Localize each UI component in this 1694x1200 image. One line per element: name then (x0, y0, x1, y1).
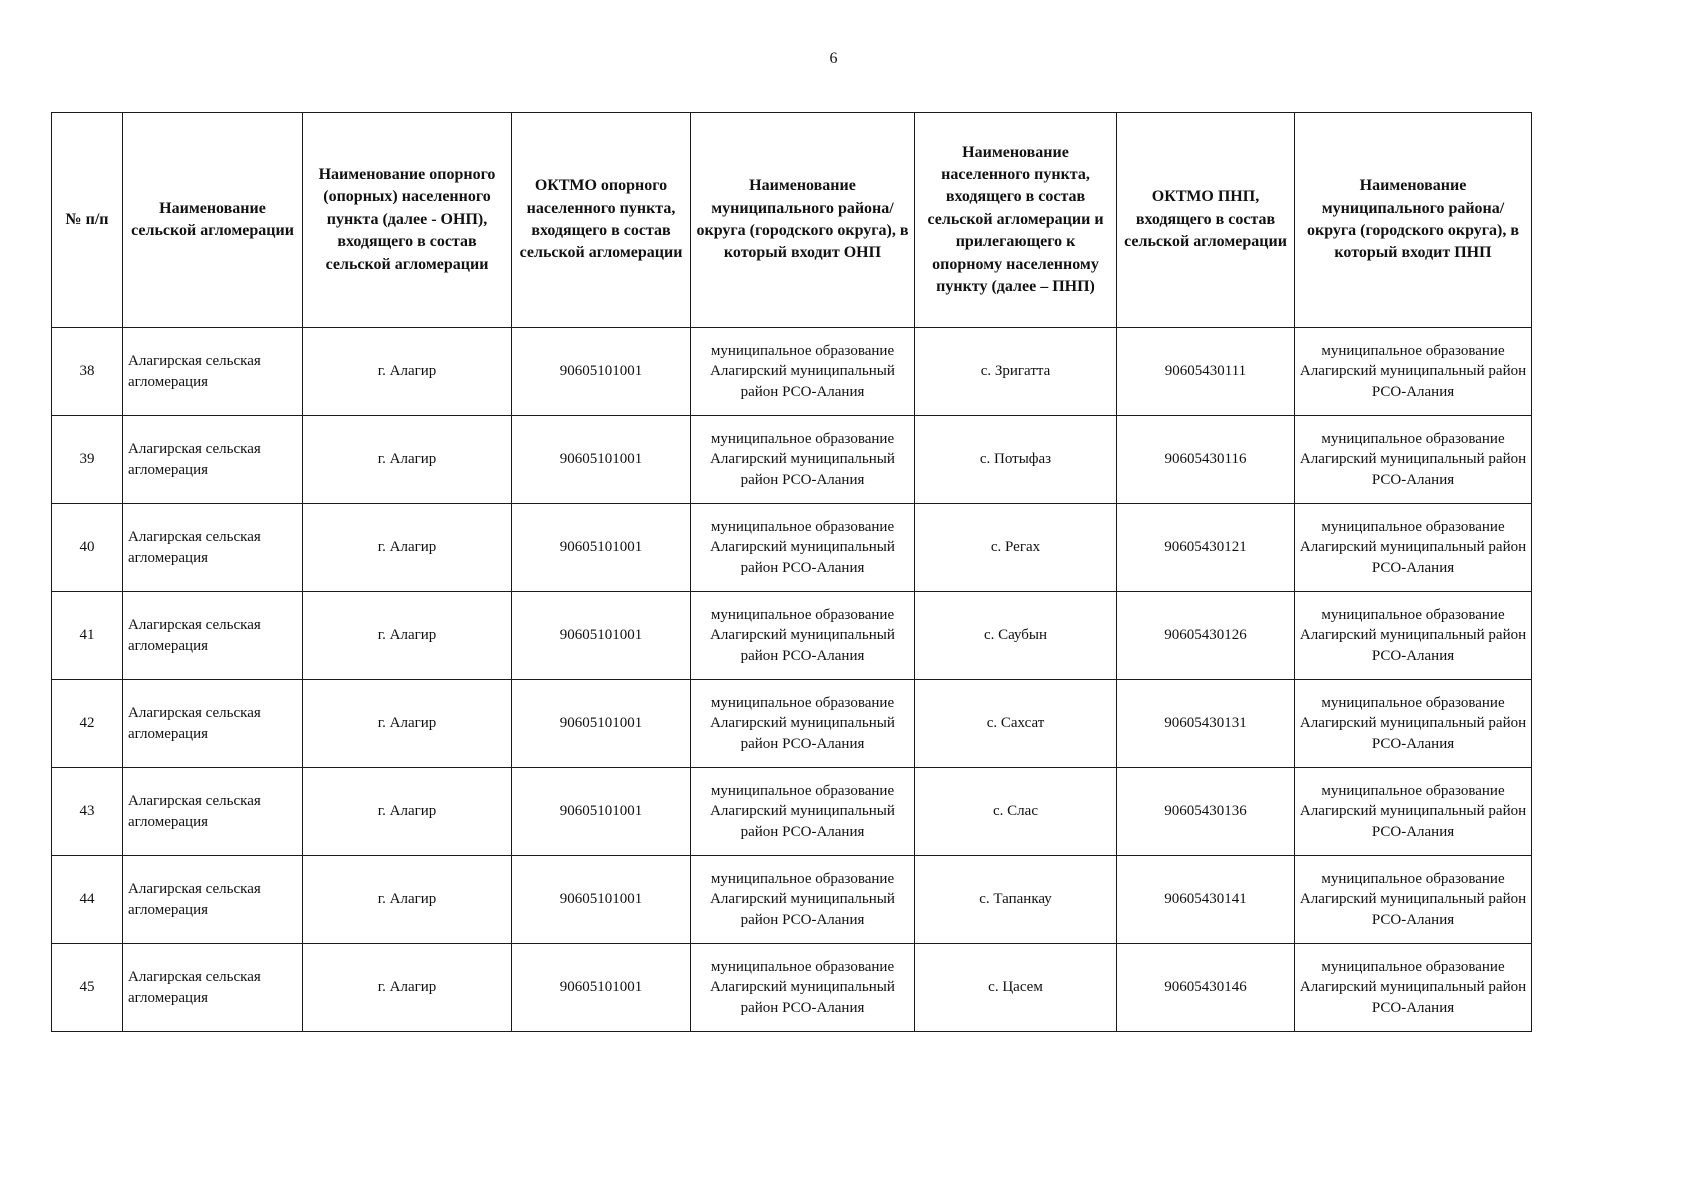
cell-onp-name: г. Алагир (303, 944, 512, 1032)
table-row (52, 944, 1532, 1032)
cell-onp-oktmo: 90605101001 (512, 504, 691, 592)
cell-onp-district: муниципальное образование Алагирский муниципальный район РСО-Алания (691, 768, 915, 856)
cell-onp-name: г. Алагир (303, 504, 512, 592)
cell-number: 41 (52, 592, 123, 680)
cell-onp-name: г. Алагир (303, 680, 512, 768)
table-row (52, 768, 1532, 856)
cell-pnp-oktmo: 90605430121 (1117, 504, 1295, 592)
header-cell-pnp-district: Наименование муниципального района/округа (городского округа), в который входит ПНП (1295, 113, 1532, 328)
header-cell-number: № п/п (52, 113, 123, 328)
cell-number: 45 (52, 944, 123, 1032)
cell-pnp-oktmo: 90605430131 (1117, 680, 1295, 768)
cell-onp-oktmo: 90605101001 (512, 768, 691, 856)
table-row (52, 328, 1532, 416)
cell-number: 38 (52, 328, 123, 416)
cell-pnp-district: муниципальное образование Алагирский муниципальный район РСО-Алания (1295, 856, 1532, 944)
cell-pnp-oktmo: 90605430141 (1117, 856, 1295, 944)
cell-number: 43 (52, 768, 123, 856)
cell-pnp-name: с. Потыфаз (915, 416, 1117, 504)
cell-number: 42 (52, 680, 123, 768)
cell-pnp-district: муниципальное образование Алагирский муниципальный район РСО-Алания (1295, 328, 1532, 416)
table-row (52, 592, 1532, 680)
cell-pnp-district: муниципальное образование Алагирский муниципальный район РСО-Алания (1295, 592, 1532, 680)
cell-pnp-oktmo: 90605430116 (1117, 416, 1295, 504)
cell-onp-district: муниципальное образование Алагирский муниципальный район РСО-Алания (691, 680, 915, 768)
cell-pnp-name: с. Саубын (915, 592, 1117, 680)
cell-onp-oktmo: 90605101001 (512, 944, 691, 1032)
cell-pnp-name: с. Сахсат (915, 680, 1117, 768)
table-row (52, 416, 1532, 504)
cell-pnp-district: муниципальное образование Алагирский муниципальный район РСО-Алания (1295, 768, 1532, 856)
cell-pnp-oktmo: 90605430126 (1117, 592, 1295, 680)
header-cell-onp-name: Наименование опорного (опорных) населенного пункта (далее - ОНП), входящего в состав сельской агломерации (303, 113, 512, 328)
cell-onp-district: муниципальное образование Алагирский муниципальный район РСО-Алания (691, 856, 915, 944)
cell-pnp-name: с. Регах (915, 504, 1117, 592)
cell-number: 44 (52, 856, 123, 944)
cell-agglomeration: Алагирская сельская агломерация (123, 592, 303, 680)
cell-agglomeration: Алагирская сельская агломерация (123, 944, 303, 1032)
cell-pnp-oktmo: 90605430136 (1117, 768, 1295, 856)
agglomeration-table (51, 112, 1532, 1032)
cell-pnp-district: муниципальное образование Алагирский муниципальный район РСО-Алания (1295, 680, 1532, 768)
table-header (52, 113, 1532, 328)
cell-pnp-district: муниципальное образование Алагирский муниципальный район РСО-Алания (1295, 944, 1532, 1032)
header-cell-agglomeration: Наименование сельской агломерации (123, 113, 303, 328)
cell-onp-name: г. Алагир (303, 856, 512, 944)
cell-agglomeration: Алагирская сельская агломерация (123, 856, 303, 944)
cell-agglomeration: Алагирская сельская агломерация (123, 504, 303, 592)
cell-onp-district: муниципальное образование Алагирский муниципальный район РСО-Алания (691, 328, 915, 416)
cell-onp-oktmo: 90605101001 (512, 328, 691, 416)
cell-number: 40 (52, 504, 123, 592)
cell-pnp-oktmo: 90605430146 (1117, 944, 1295, 1032)
cell-pnp-district: муниципальное образование Алагирский муниципальный район РСО-Алания (1295, 504, 1532, 592)
cell-number: 39 (52, 416, 123, 504)
cell-onp-district: муниципальное образование Алагирский муниципальный район РСО-Алания (691, 416, 915, 504)
cell-onp-district: муниципальное образование Алагирский муниципальный район РСО-Алания (691, 592, 915, 680)
cell-pnp-district: муниципальное образование Алагирский муниципальный район РСО-Алания (1295, 416, 1532, 504)
header-cell-onp-oktmo: ОКТМО опорного населенного пункта, входящего в состав сельской агломерации (512, 113, 691, 328)
cell-agglomeration: Алагирская сельская агломерация (123, 768, 303, 856)
table-row (52, 856, 1532, 944)
page-number: 6 (829, 50, 838, 67)
cell-onp-name: г. Алагир (303, 592, 512, 680)
header-cell-onp-district: Наименование муниципального района/округа (городского округа), в который входит ОНП (691, 113, 915, 328)
cell-onp-oktmo: 90605101001 (512, 592, 691, 680)
table-row (52, 680, 1532, 768)
cell-onp-oktmo: 90605101001 (512, 856, 691, 944)
cell-onp-oktmo: 90605101001 (512, 680, 691, 768)
cell-pnp-name: с. Цасем (915, 944, 1117, 1032)
header-row (52, 113, 1532, 328)
cell-pnp-name: с. Тапанкау (915, 856, 1117, 944)
cell-agglomeration: Алагирская сельская агломерация (123, 328, 303, 416)
header-cell-pnp-oktmo: ОКТМО ПНП, входящего в состав сельской агломерации (1117, 113, 1295, 328)
cell-pnp-name: с. Зригатта (915, 328, 1117, 416)
cell-pnp-name: с. Слас (915, 768, 1117, 856)
cell-onp-name: г. Алагир (303, 416, 512, 504)
cell-onp-oktmo: 90605101001 (512, 416, 691, 504)
table-row (52, 504, 1532, 592)
header-cell-pnp-name: Наименование населенного пункта, входящего в состав сельской агломерации и прилегающего к опорному населенному пункту (далее – ПНП) (915, 113, 1117, 328)
cell-onp-district: муниципальное образование Алагирский муниципальный район РСО-Алания (691, 944, 915, 1032)
cell-agglomeration: Алагирская сельская агломерация (123, 680, 303, 768)
cell-agglomeration: Алагирская сельская агломерация (123, 416, 303, 504)
cell-onp-name: г. Алагир (303, 328, 512, 416)
cell-pnp-oktmo: 90605430111 (1117, 328, 1295, 416)
cell-onp-name: г. Алагир (303, 768, 512, 856)
cell-onp-district: муниципальное образование Алагирский муниципальный район РСО-Алания (691, 504, 915, 592)
table-body (52, 328, 1532, 1032)
